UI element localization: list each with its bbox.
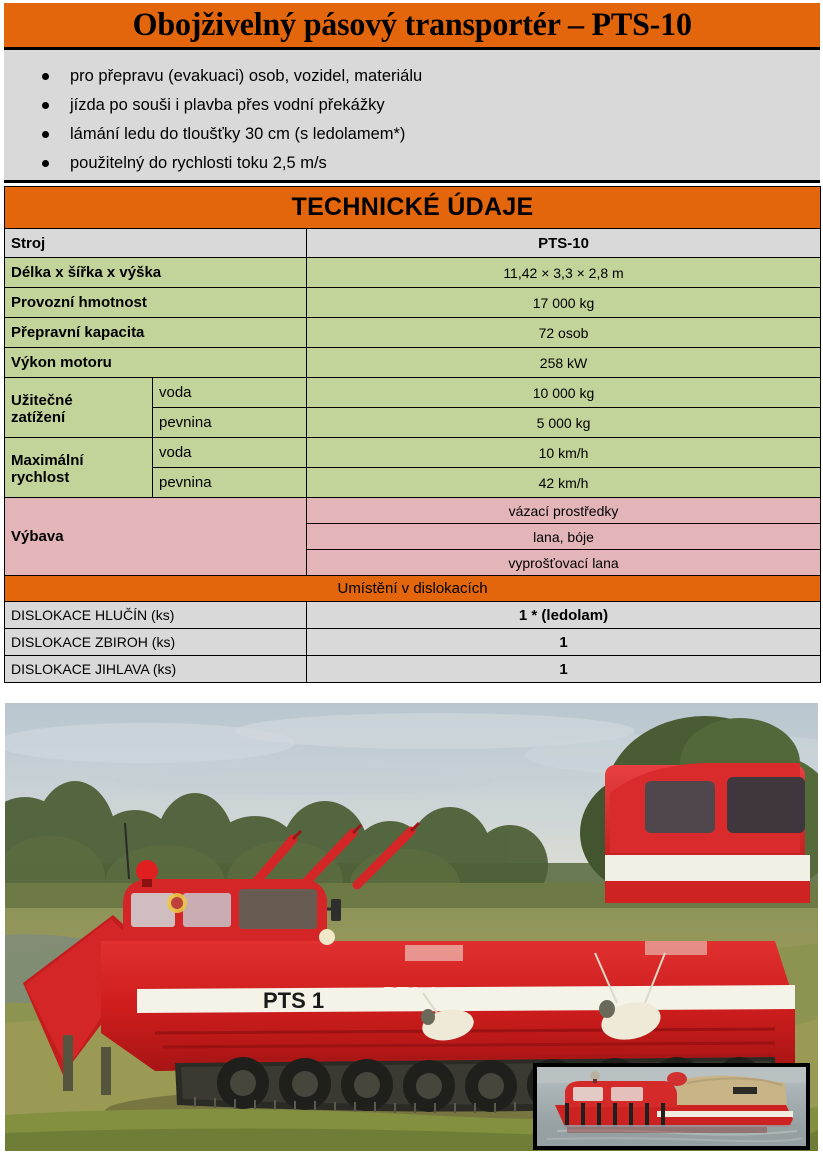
table-row (5, 348, 821, 378)
table-row (5, 258, 821, 288)
table-row (5, 656, 821, 683)
table-row-equipment-1 (5, 498, 821, 524)
technical-data-table (4, 186, 821, 683)
feature-bullet-list (4, 50, 820, 183)
value-maxspeed-land: 42 km/h (307, 468, 821, 498)
label-max-speed (5, 438, 153, 498)
table-row (5, 629, 821, 656)
label-dislocation-jihlava: DISLOKACE JIHLAVA (ks) (5, 656, 307, 683)
page-title-bar (4, 3, 820, 50)
list-item (4, 151, 820, 180)
bullet-text: použitelný do rychlosti toku 2,5 m/s (70, 154, 327, 172)
bullet-dot-icon (42, 160, 49, 167)
label-dislocation-hlucin: DISLOKACE HLUČÍN (ks) (5, 602, 307, 629)
bullet-text: pro přepravu (evakuaci) osob, vozidel, materiálu (70, 67, 423, 85)
value-operating-mass: 17 000 kg (307, 288, 821, 318)
label-transport-capacity: Přepravní kapacita (5, 318, 307, 348)
label-payload (5, 378, 153, 438)
value-payload-water: 10 000 kg (307, 378, 821, 408)
label-payload-line2: zatížení (11, 408, 66, 426)
svg-text:PTS 1: PTS 1 (263, 988, 325, 1013)
table-row (5, 288, 821, 318)
value-equipment-1: vázací prostředky (307, 498, 821, 524)
label-operating-mass: Provozní hmotnost (5, 288, 307, 318)
value-stroj: PTS-10 (307, 229, 821, 258)
value-engine-power: 258 kW (307, 348, 821, 378)
inset-illustration (537, 1067, 806, 1146)
section-header-technicke-udaje: TECHNICKÉ ÚDAJE (5, 187, 821, 229)
list-item (4, 64, 820, 93)
value-equipment-2: lana, bóje (307, 524, 821, 550)
svg-text:PTS 1: PTS 1 (383, 984, 439, 1006)
value-equipment-3: vyprošťovací lana (307, 550, 821, 576)
table-section-header-row (5, 187, 821, 229)
table-row (5, 318, 821, 348)
sublabel-maxspeed-water: voda (153, 438, 307, 468)
sublabel-payload-land: pevnina (153, 408, 307, 438)
table-row-maxspeed-water (5, 438, 821, 468)
vehicle-photo-inset (533, 1063, 810, 1150)
bullet-text: jízda po souši i plavba přes vodní překážky (70, 96, 385, 114)
label-dimensions: Délka x šířka x výška (5, 258, 307, 288)
value-dislocation-zbiroh: 1 (307, 629, 821, 656)
list-item (4, 93, 820, 122)
page-title: Obojživelný pásový transportér – PTS-10 (132, 6, 692, 43)
technical-data-table-wrapper (4, 186, 820, 683)
value-dimensions: 11,42 × 3,3 × 2,8 m (307, 258, 821, 288)
section-header-dislocation: Umístění v dislokacích (5, 576, 821, 602)
label-max-speed-line1: Maximální (11, 451, 84, 469)
value-dislocation-hlucin: 1 * (ledolam) (307, 602, 821, 629)
value-transport-capacity: 72 osob (307, 318, 821, 348)
table-row (5, 602, 821, 629)
label-dislocation-zbiroh: DISLOKACE ZBIROH (ks) (5, 629, 307, 656)
bullet-dot-icon (42, 73, 49, 80)
table-row-payload-water (5, 378, 821, 408)
rear-vehicle (605, 763, 810, 903)
table-subsection-header-row (5, 576, 821, 602)
bullet-dot-icon (42, 131, 49, 138)
label-equipment: Výbava (5, 498, 307, 576)
table-row-machine (5, 229, 821, 258)
value-maxspeed-water: 10 km/h (307, 438, 821, 468)
value-payload-land: 5 000 kg (307, 408, 821, 438)
label-stroj: Stroj (5, 229, 307, 258)
bullet-dot-icon (42, 102, 49, 109)
list-item (4, 122, 820, 151)
label-payload-line1: Užitečné (11, 391, 73, 409)
bullet-text: lámání ledu do tloušťky 30 cm (s ledolamem*) (70, 125, 406, 143)
sublabel-maxspeed-land: pevnina (153, 468, 307, 498)
value-dislocation-jihlava: 1 (307, 656, 821, 683)
sublabel-payload-water: voda (153, 378, 307, 408)
label-max-speed-line2: rychlost (11, 468, 70, 486)
label-engine-power: Výkon motoru (5, 348, 307, 378)
